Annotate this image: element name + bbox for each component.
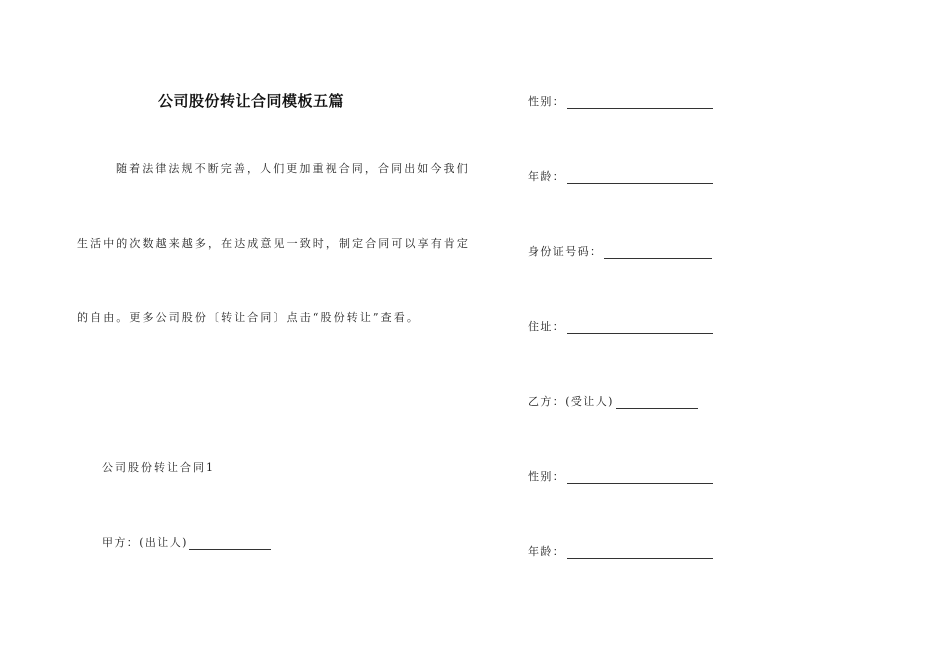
address-blank-line bbox=[567, 321, 713, 334]
party-b-label: 乙方：(受让人) bbox=[528, 395, 614, 408]
gender-label-2: 性别： bbox=[528, 470, 566, 483]
gender-blank-line-1 bbox=[567, 96, 713, 109]
age-label-1: 年龄： bbox=[528, 170, 566, 183]
age-blank-line-1 bbox=[567, 171, 713, 184]
id-number-blank-line bbox=[604, 246, 712, 259]
gender-label-1: 性别： bbox=[528, 95, 566, 108]
gender-blank-line-2 bbox=[567, 471, 713, 484]
intro-line-2: 生活中的次数越来越多，在达成意见一致时，制定合同可以享有肯定 bbox=[77, 237, 470, 250]
id-number-field bbox=[528, 243, 712, 259]
contract-heading: 公司股份转让合同1 bbox=[102, 461, 215, 474]
age-field-1 bbox=[528, 168, 713, 184]
party-a-label: 甲方：(出让人) bbox=[102, 536, 188, 549]
party-b-blank-line bbox=[616, 396, 698, 409]
age-blank-line-2 bbox=[567, 546, 713, 559]
age-label-2: 年龄： bbox=[528, 545, 566, 558]
document-title: 公司股份转让合同模板五篇 bbox=[158, 92, 345, 110]
address-field bbox=[528, 318, 713, 334]
party-b-field bbox=[528, 393, 698, 409]
gender-field-1 bbox=[528, 93, 713, 109]
party-a-blank-line bbox=[189, 537, 271, 550]
party-a-field bbox=[102, 534, 271, 550]
address-label: 住址： bbox=[528, 320, 566, 333]
id-number-label: 身份证号码： bbox=[528, 245, 603, 258]
intro-line-3: 的自由。更多公司股份〔转让合同〕点击“股份转让”查看。 bbox=[77, 311, 420, 324]
age-field-2 bbox=[528, 543, 713, 559]
gender-field-2 bbox=[528, 468, 713, 484]
intro-line-1: 随着法律法规不断完善，人们更加重视合同，合同出如今我们 bbox=[116, 162, 470, 175]
